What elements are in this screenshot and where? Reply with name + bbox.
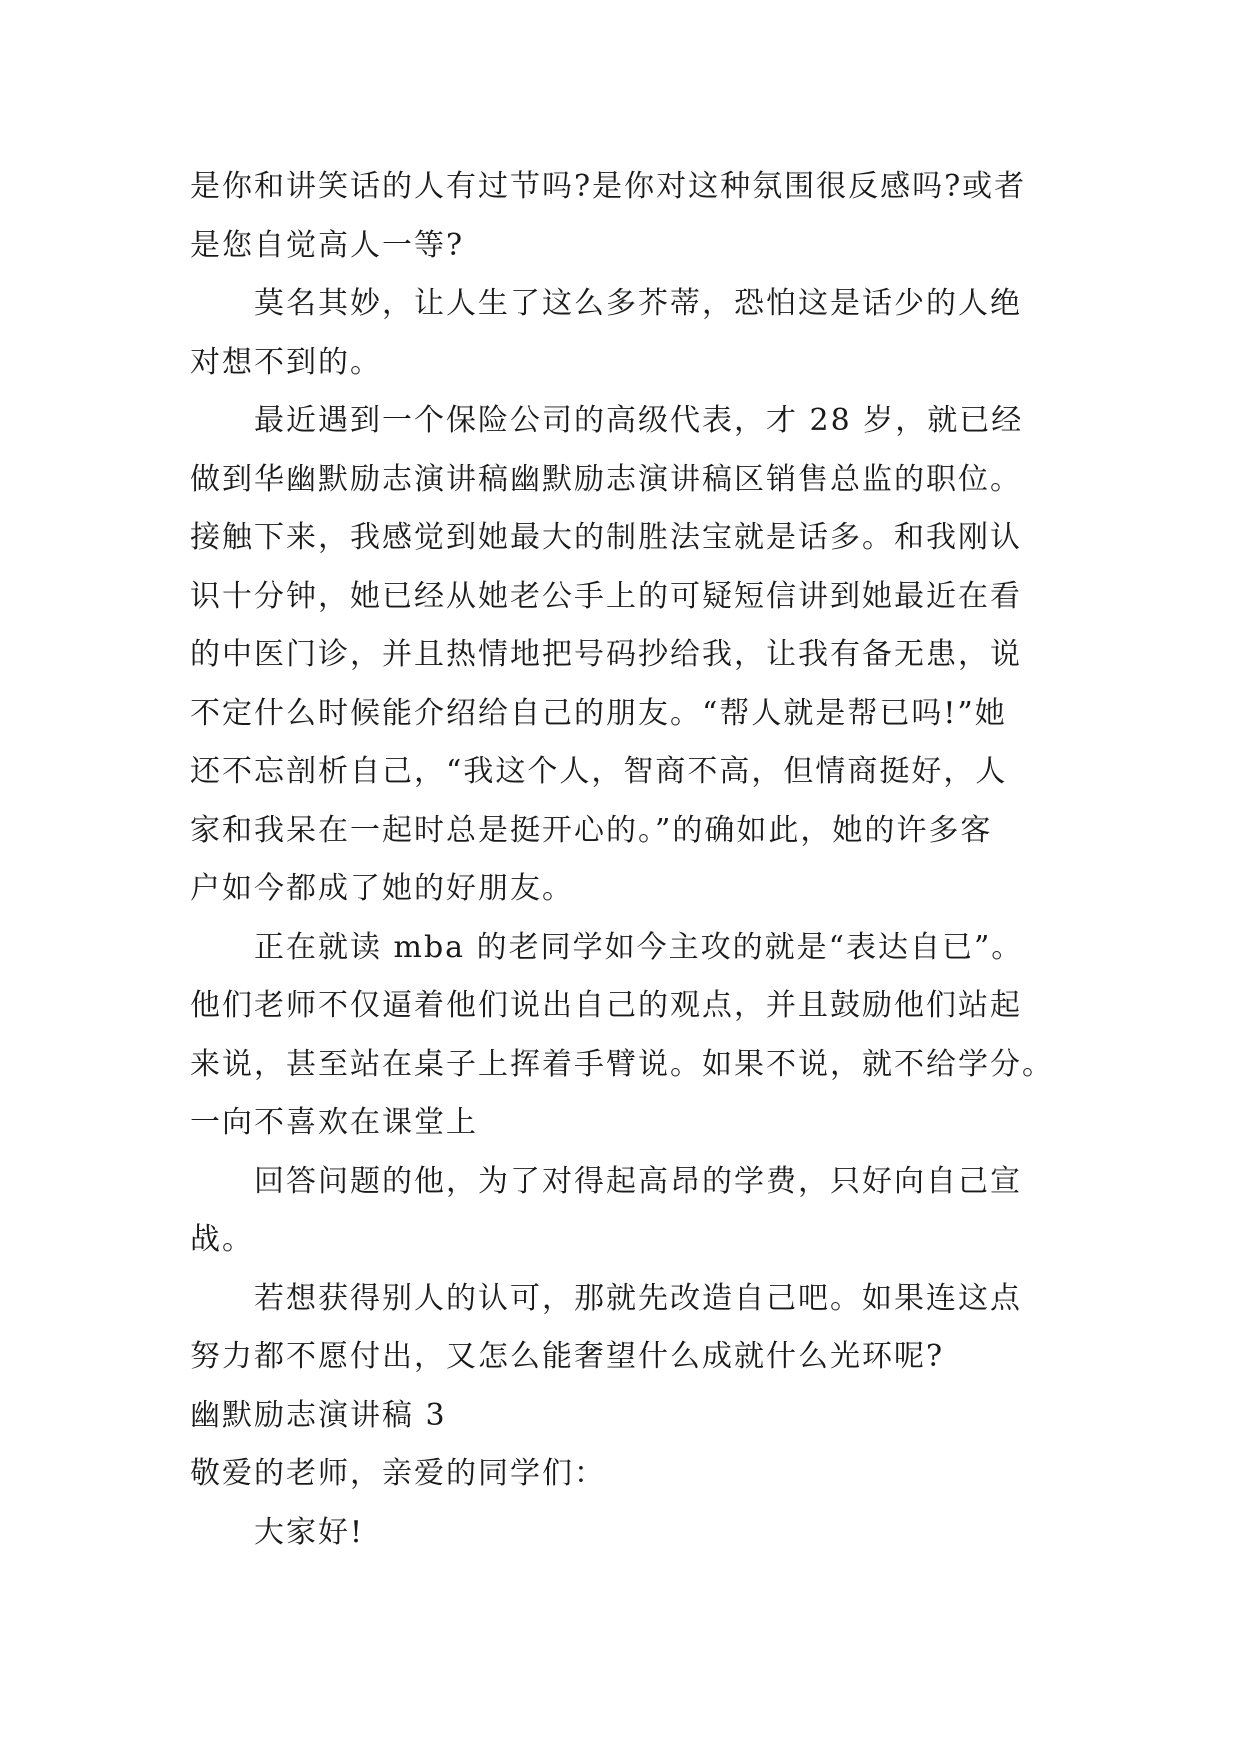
text-line: 若想获得别人的认可，那就先改造自己吧。如果连这点 (254, 1280, 1022, 1316)
text-line: 最近遇到一个保险公司的高级代表，才 28 岁，就已经 (254, 403, 1024, 438)
text-line: 对想不到的。 (190, 344, 382, 380)
text-line: 的中医门诊，并且热情地把号码抄给我，让我有备无患，说 (190, 637, 1022, 672)
section-heading: 幽默励志演讲稿 3 (190, 1397, 447, 1433)
text-line: 莫名其妙，让人生了这么多芥蒂，恐怕这是话少的人绝 (254, 286, 1022, 321)
text-line: 一向不喜欢在课堂上 (190, 1105, 478, 1140)
text-line: 努力都不愿付出，又怎么能奢望什么成就什么光环呢? (190, 1339, 945, 1374)
text-line: 他们老师不仅逼着他们说出自己的观点，并且鼓励他们站起 (190, 988, 1022, 1023)
text-line: 不定什么时候能介绍给自己的朋友。“帮人就是帮已吗!”她 (190, 695, 1007, 731)
text-line: 正在就读 mba 的老同学如今主攻的就是“表达自已”。 (254, 929, 1024, 965)
text-line: 接触下来，我感觉到她最大的制胜法宝就是话多。和我刚认 (190, 520, 1022, 555)
text-line: 识十分钟，她已经从她老公手上的可疑短信讲到她最近在看 (190, 578, 1022, 614)
text-line: 是您自觉高人一等? (190, 227, 465, 263)
text-line: 家和我呆在一起时总是挺开心的。”的确如此，她的许多客 (190, 812, 993, 848)
document-body (190, 158, 1070, 1562)
greeting: 大家好! (254, 1514, 365, 1550)
text-line: 做到华幽默励志演讲稿幽默励志演讲稿区销售总监的职位。 (190, 461, 1022, 497)
text-line: 来说，甚至站在桌子上挥着手臂说。如果不说，就不给学分。 (190, 1046, 1054, 1082)
salutation: 敬爱的老师，亲爱的同学们： (190, 1456, 606, 1491)
text-line: 是你和讲笑话的人有过节吗?是你对这种氛围很反感吗?或者 (190, 169, 1027, 204)
text-line: 回答问题的他，为了对得起高昂的学费，只好向自己宣 (254, 1163, 1022, 1199)
text-line: 户如今都成了她的好朋友。 (190, 871, 574, 906)
text-line: 还不忘剖析自己，“我这个人，智商不高，但情商挺好，人 (190, 754, 1008, 789)
text-line: 战。 (190, 1222, 254, 1257)
